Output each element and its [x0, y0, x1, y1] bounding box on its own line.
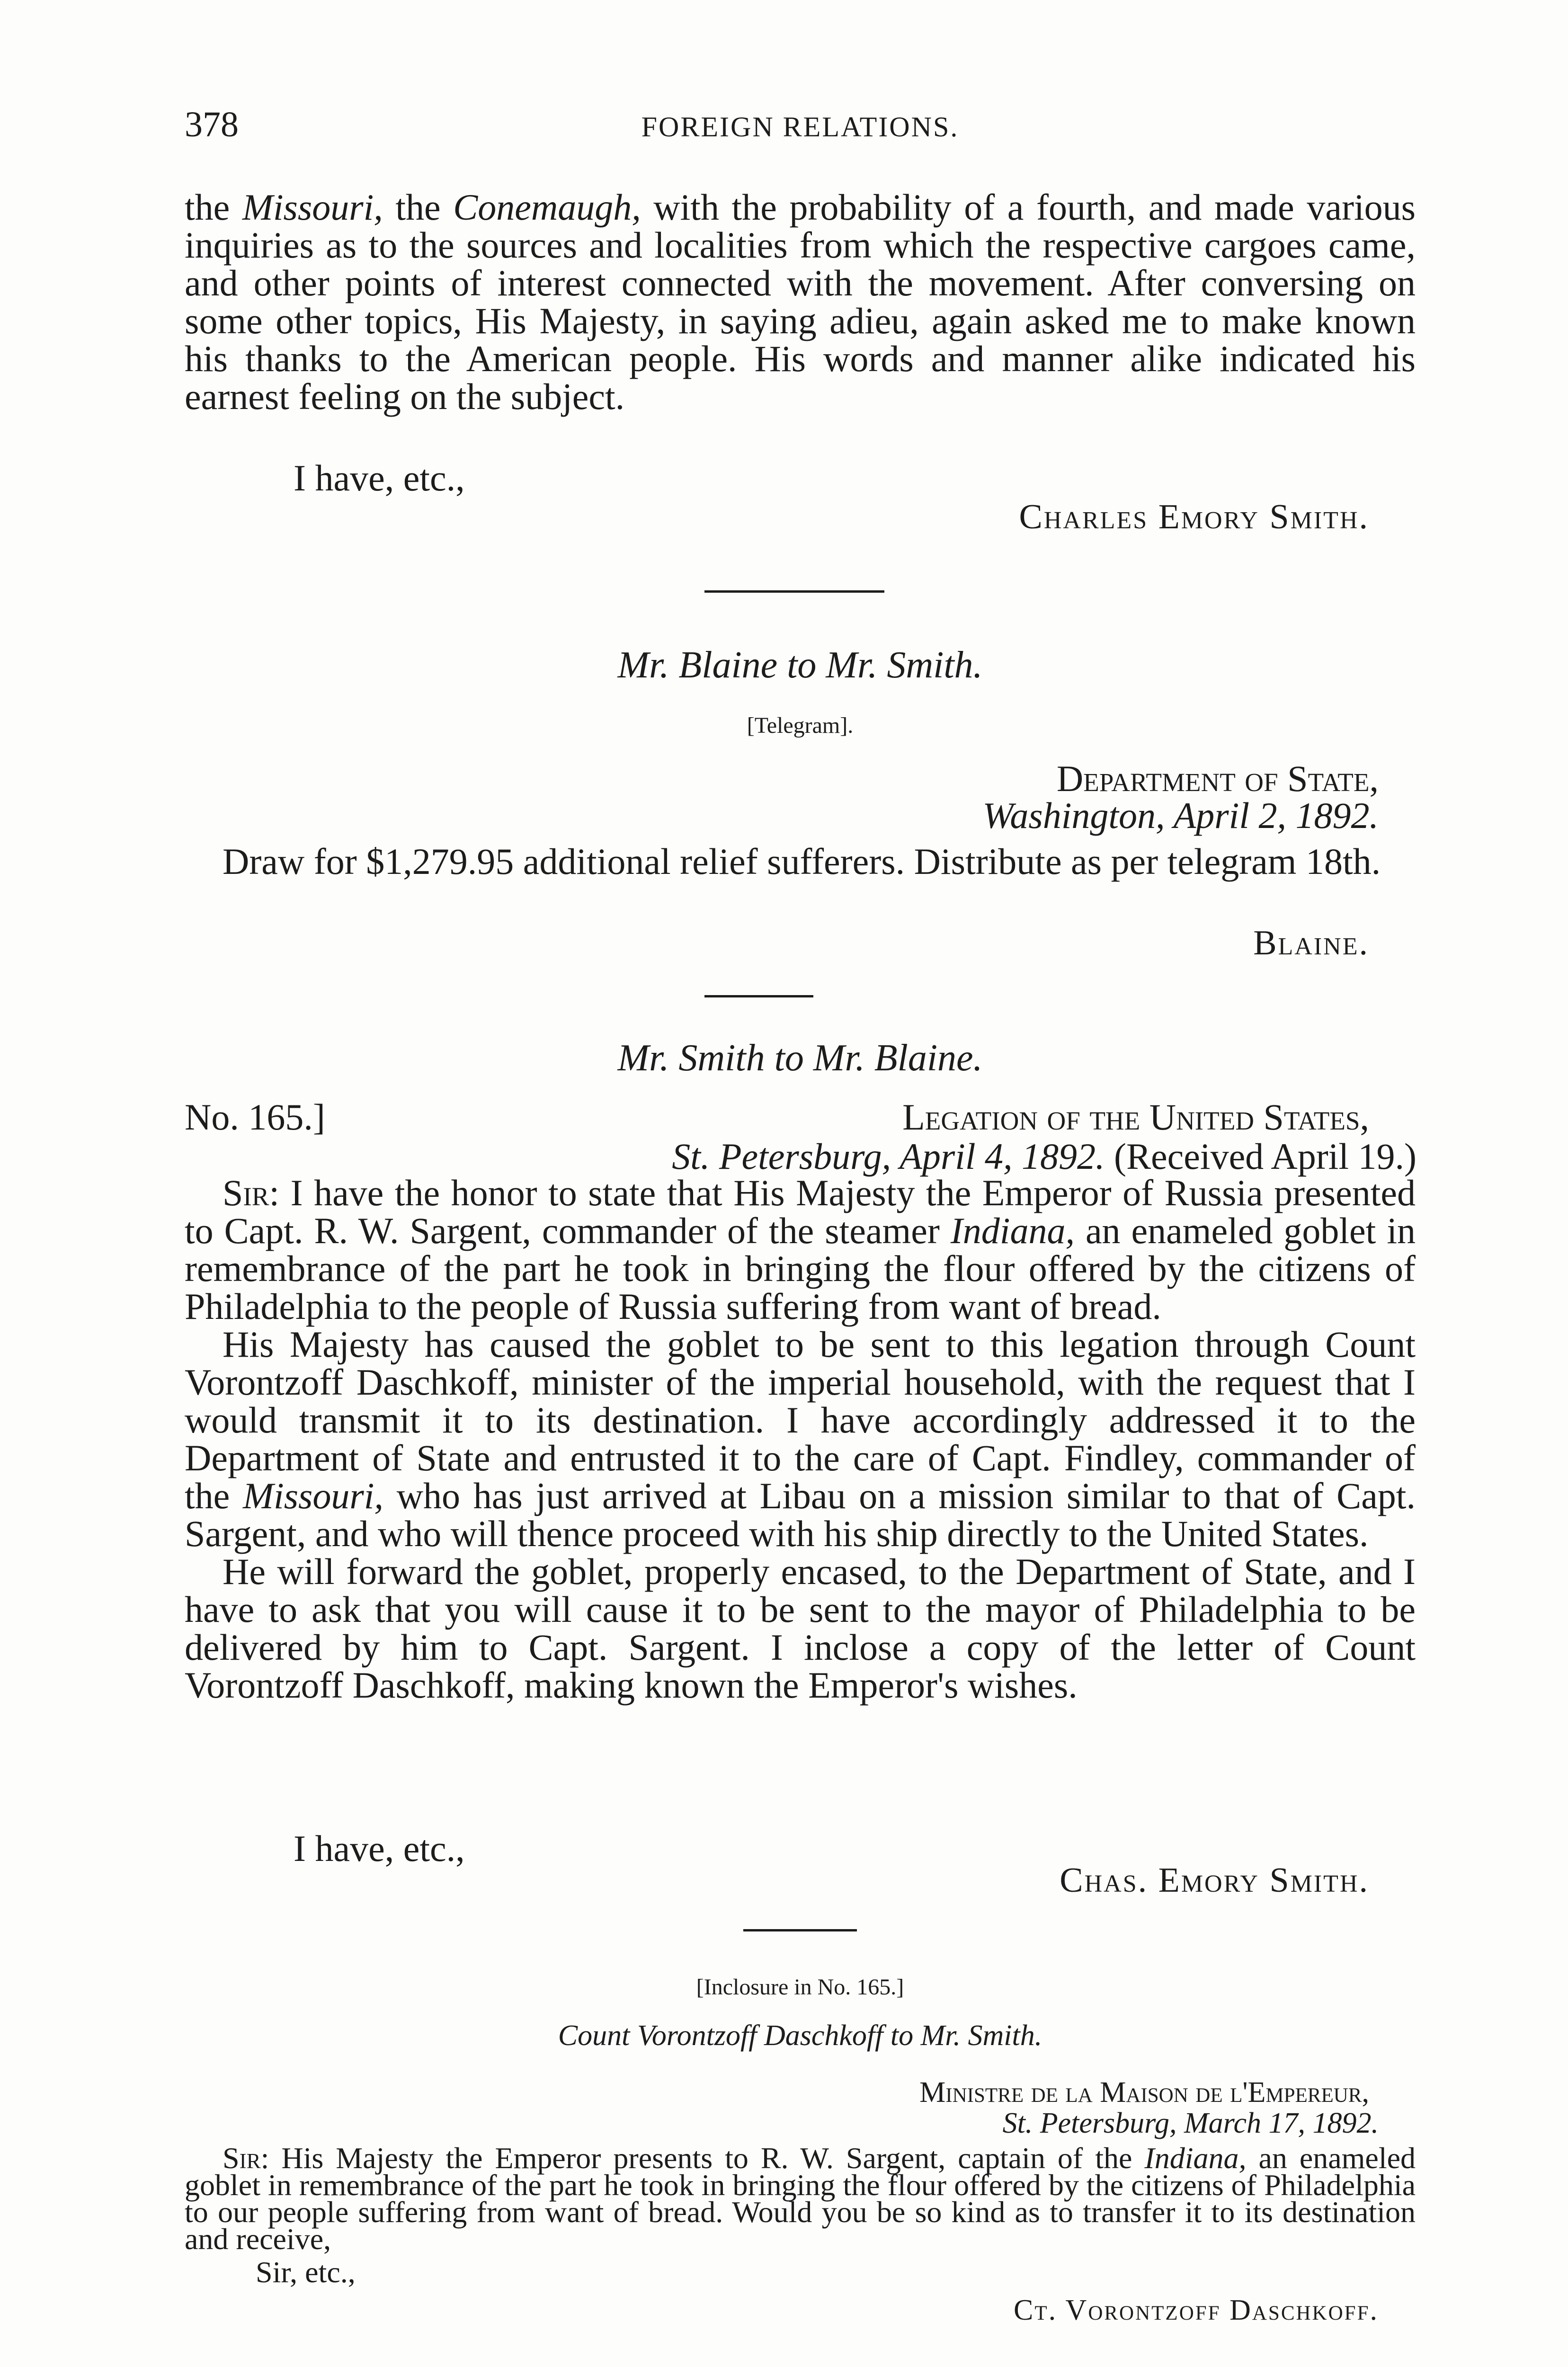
section-divider [743, 1929, 857, 1931]
section-divider [704, 590, 884, 593]
signature: Ct. Vorontzoff Daschkoff. [1014, 2294, 1379, 2326]
closing-line: I have, etc., [294, 1828, 465, 1869]
telegram-body [185, 843, 1416, 881]
inclosure-note-wrap [185, 1974, 1416, 2002]
paragraph: Sir: I have the honor to state that His Majesty the Emperor of Russia presented to Capt. R. W. Sargent, commander of the steamer Indiana, an enameled goblet in remembrance of the part he took in bringing the flour offered by the citizens of Philadelphia to the people of Russia suffering from want of bread. [185, 1172, 1416, 1327]
signature: Blaine. [1253, 924, 1369, 962]
section-divider [704, 995, 813, 997]
telegram-text: Draw for $1,279.95 additional relief sufferers. Distribute as per telegram 18th. [223, 841, 1381, 882]
inclosure-heading [185, 2019, 1416, 2057]
paragraph: His Majesty has caused the goblet to be sent to this legation through Count Vorontzoff Daschkoff, minister of the imperial household, with the request that I would transmit it to its destination. I have accordingly addressed it to the Department of State and entrusted it to the care of Capt. Findley, commander of the Missouri, who has just arrived at Libau on a mission similar to that of Capt. Sargent, and who will thence proceed with his ship directly to the United States. [185, 1324, 1416, 1554]
inclosure-body [185, 2141, 1416, 2256]
running-header [185, 104, 1416, 151]
signature: Charles Emory Smith. [1019, 498, 1369, 536]
legation-heading: Legation of the United States, [902, 1096, 1369, 1138]
closing-line: Sir, etc., [256, 2255, 356, 2289]
telegram-note-wrap [185, 712, 1416, 741]
dateline: Washington, April 2, 1892. [982, 795, 1379, 836]
dispatch-number: No. 165.] [185, 1096, 325, 1138]
inclosure-title: Count Vorontzoff Daschkoff to Mr. Smith. [558, 2020, 1042, 2052]
letter-body [185, 1174, 1416, 1704]
dept-heading: Department of State, [1056, 758, 1379, 799]
inclosure-note: [Inclosure in No. 165.] [696, 1975, 904, 2000]
ministry-heading: Ministre de la Maison de l'Empereur, [919, 2076, 1369, 2109]
letter-heading [185, 1037, 1416, 1084]
paragraph: He will forward the goblet, properly encased, to the Department of State, and I have to ask that you will cause it to be sent to the mayor of Philadelphia to be delivered by him to Capt. Sargent. I inclose a copy of the letter of Count Vorontzoff Daschkoff, making known the Emperor's wishes. [185, 1551, 1416, 1706]
signature: Chas. Emory Smith. [1060, 1861, 1369, 1900]
letter-title: Mr. Smith to Mr. Blaine. [617, 1037, 983, 1079]
running-title: FOREIGN RELATIONS. [641, 111, 959, 142]
continuation-paragraph: the Missouri, the Conemaugh, with the probability of a fourth, and made various inquiries as to the sources and localities from which the respective cargoes came, and other points of interest connected with the movement. After conversing on some other topics, His Majesty, in saying adieu, again asked me to make known his thanks to the American people. His words and manner alike indicated his earnest feeling on the subject. [185, 187, 1416, 417]
letter-title: Mr. Blaine to Mr. Smith. [617, 644, 983, 686]
paragraph: Sir: His Majesty the Emperor presents to R. W. Sargent, captain of the Indiana, an enameled goblet in remembrance of the part he took in bringing the flour offered by the citizens of Philadelphia to our people suffering from want of bread. Would you be so kind as to transfer it to its destination and receive, [185, 2141, 1416, 2256]
dateline: St. Petersburg, April 4, 1892. (Received April 19.) [672, 1136, 1417, 1177]
dateline: St. Petersburg, March 17, 1892. [1002, 2107, 1379, 2139]
telegram-note: [Telegram]. [747, 713, 854, 738]
letter-continuation [185, 188, 1416, 416]
closing-line: I have, etc., [294, 457, 465, 498]
page-number: 378 [185, 105, 239, 144]
telegram-heading [185, 644, 1416, 691]
